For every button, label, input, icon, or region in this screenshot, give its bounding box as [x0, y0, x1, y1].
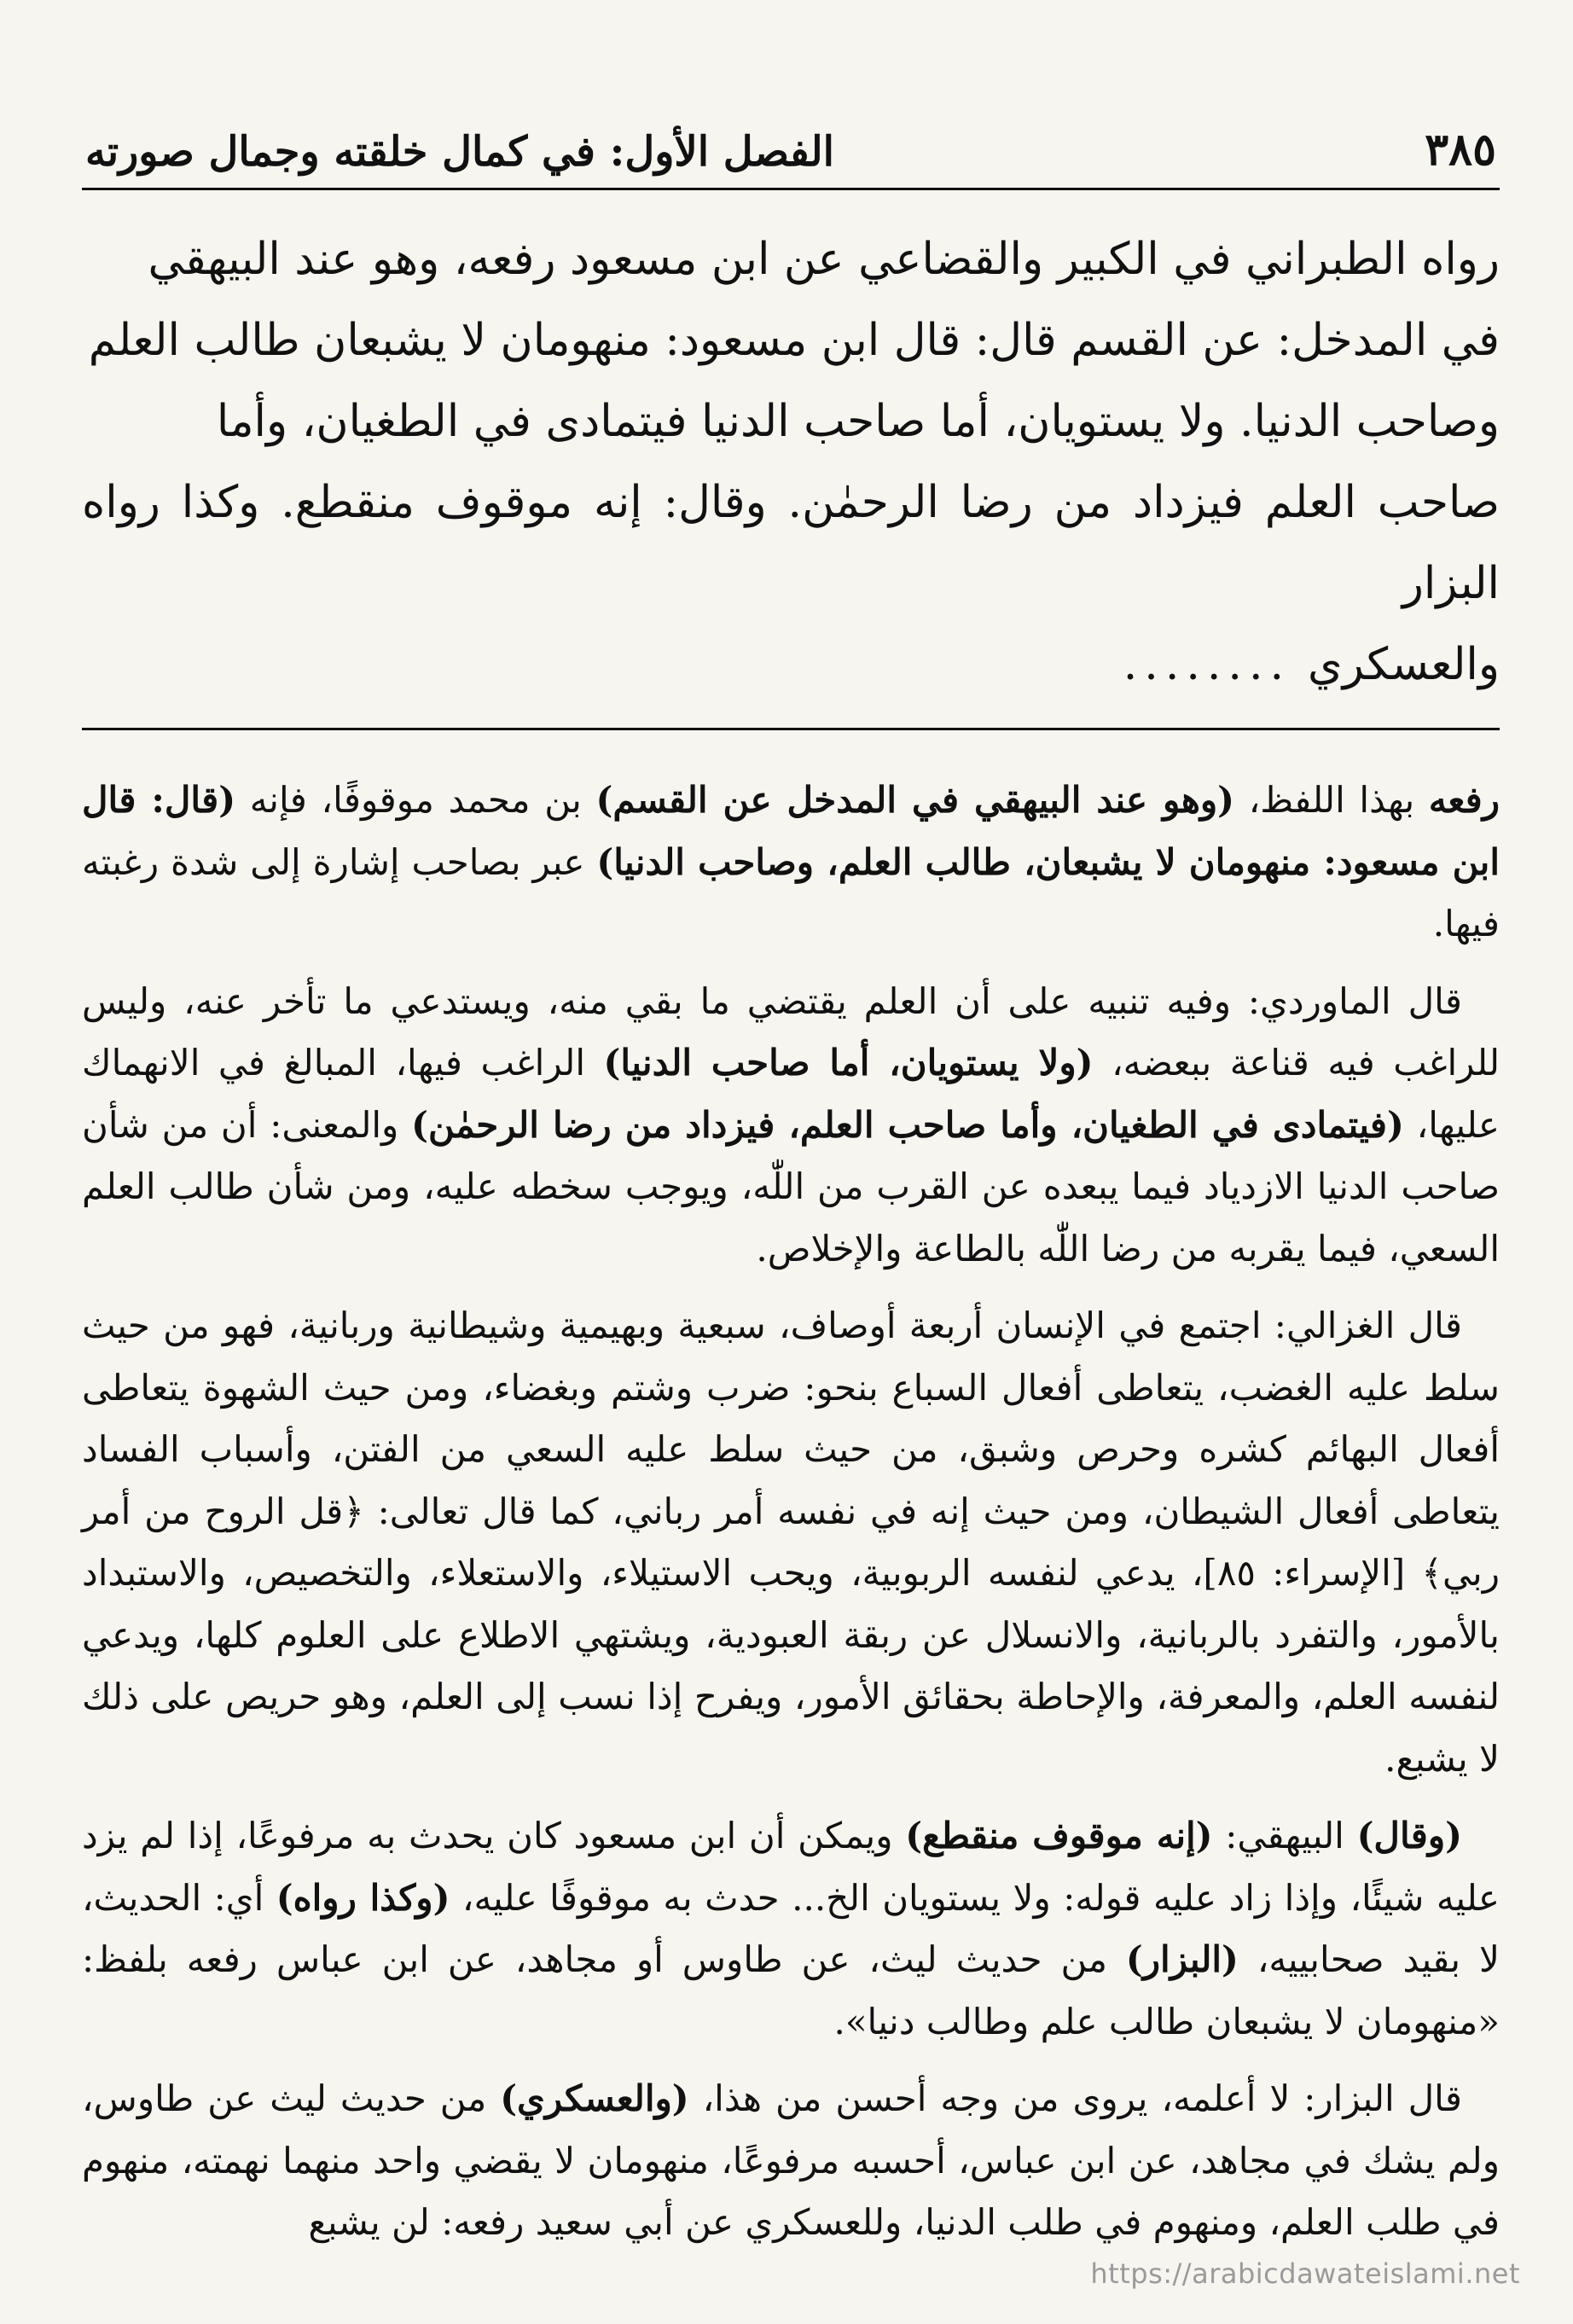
quote-span: (البزار): [1125, 1938, 1239, 1980]
quote-span: (إنه موقوف منقطع): [905, 1815, 1213, 1856]
text-span: البيهقي:: [1212, 1815, 1357, 1856]
sharh-paragraph-1: [82, 770, 1500, 956]
sharh-paragraph-4: [82, 1805, 1500, 2053]
matn-last-line: [82, 625, 1500, 706]
text-span: بهذا اللفظ،: [1234, 779, 1429, 821]
quote-span: (والعسكري): [500, 2077, 689, 2119]
quote-span: (وقال): [1356, 1815, 1462, 1856]
sharh-text: [82, 770, 1500, 2254]
page-header: [82, 102, 1500, 183]
quote-span: (فيتمادى في الطغيان، وأما صاحب العلم، فيزداد من رضا الرحمٰن): [411, 1103, 1404, 1146]
matn-line-3: وصاحب الدنيا. ولا يستويان، أما صاحب الدنيا فيتمادى في الطغيان، وأما: [216, 396, 1500, 447]
sharh-paragraph-2: [82, 971, 1500, 1281]
text-span: والمعنى: أن من شأن صاحب الدنيا الازدياد فيما يبعده عن القرب من اللّٰه، ويوجب سخطه عليه، ومن شأن طالب العلم السعي، فيما يقربه من رضا اللّٰه بالطاعة والإخلاص.: [82, 1103, 1500, 1269]
text-span: بن محمد موقوفًا، فإنه: [235, 779, 596, 821]
quote-span: (وهو عند البيهقي في المدخل عن القسم): [595, 779, 1235, 821]
text-span: قال الماوردي: وفيه تنبيه على أن العلم يقتضي ما بقي منه، ويستدعي ما تأخر عنه، وليس للراغب فيه قناعة ببعضه،: [82, 979, 1500, 1084]
matn-line-4: صاحب العلم فيزداد من رضا الرحمٰن. وقال: إنه موقوف منقطع. وكذا رواه البزار: [82, 477, 1500, 609]
text-span: عبر بصاحب إشارة إلى شدة رغبته فيها.: [82, 840, 1500, 944]
matn-text: [82, 219, 1500, 706]
running-title: الفصل الأول: في كمال خلقته وجمال صورته: [85, 128, 835, 176]
matn-last-word: والعسكري: [1308, 639, 1500, 690]
text-span: من حديث ليث، عن طاوس أو مجاهد، عن ابن عباس رفعه بلفظ: «منهومان لا يشبعان طالب علم وطالب دنيا».: [82, 1938, 1500, 2042]
text-span: الراغب فيها، المبالغ في الانهماك عليها،: [82, 1042, 1500, 1146]
header-rule: [82, 188, 1500, 190]
text-span: ويمكن أن ابن مسعود كان يحدث به مرفوعًا، إذا لم يزد عليه شيئًا، وإذا زاد عليه قوله: ولا يستويان الخ... حدث به موقوفًا عليه،: [82, 1815, 1500, 1919]
text-span: قال البزار: لا أعلمه، يروى من وجه أحسن من هذا،: [688, 2077, 1462, 2119]
quote-span: (قال: قال ابن مسعود: منهومان لا يشبعان، طالب العلم، وصاحب الدنيا): [82, 779, 1500, 883]
quote-span: (وكذا رواه): [276, 1876, 450, 1919]
matn-dots: ........: [1123, 639, 1291, 690]
text-span: أي: الحديث، لا بقيد صحابييه،: [82, 1876, 1500, 1980]
sharh-paragraph-5: [82, 2068, 1500, 2254]
page-number: ٣٨٥: [1425, 124, 1496, 176]
watermark-url: https://arabicdawateislami.net: [1090, 2257, 1520, 2290]
quote-span: رفعه: [1428, 779, 1500, 821]
text-span: من حديث ليث عن طاوس، ولم يشك في مجاهد، عن ابن عباس، أحسبه مرفوعًا، منهومان لا يقضي واحد منهما نهمته، منهوم في طلب العلم، ومنهوم في طلب الدنيا، وللعسكري عن أبي سعيد رفعه: لن يشبع: [82, 2077, 1500, 2243]
matn-line-2: في المدخل: عن القسم قال: قال ابن مسعود: منهومان لا يشبعان طالب العلم: [88, 315, 1500, 366]
matn-sharh-divider: [82, 728, 1500, 730]
matn-line-1: رواه الطبراني في الكبير والقضاعي عن ابن مسعود رفعه، وهو عند البيهقي: [148, 234, 1500, 285]
sharh-paragraph-3: قال الغزالي: اجتمع في الإنسان أربعة أوصاف، سبعية وبهيمية وشيطانية وربانية، فهو من حيث سلط عليه الغضب، يتعاطى أفعال السباع بنحو: ضرب وشتم وبغضاء، ومن حيث الشهوة يتعاطى أفعال البهائم كشره وحرص وشبق، من حيث سلط عليه السعي من الفتن، وأسباب الفساد يتعاطى أفعال الشيطان، ومن حيث إنه في نفسه أمر رباني، كما قال تعالى: ﴿قل الروح من أمر ربي﴾ [الإسراء: ٨٥]، يدعي لنفسه الربوبية، ويحب الاستيلاء، والاستعلاء، والتخصيص، والاستبداد بالأمور، والتفرد بالربانية، والانسلال عن ربقة العبودية، ويشتهي الاطلاع على العلوم كلها، ويدعي لنفسه العلم، والمعرفة، والإحاطة بحقائق الأمور، ويفرح إذا نسب إلى العلم، وهو حريص على ذلك لا يشبع.: [82, 1304, 1500, 1780]
quote-span: (ولا يستويان، أما صاحب الدنيا): [603, 1042, 1094, 1084]
